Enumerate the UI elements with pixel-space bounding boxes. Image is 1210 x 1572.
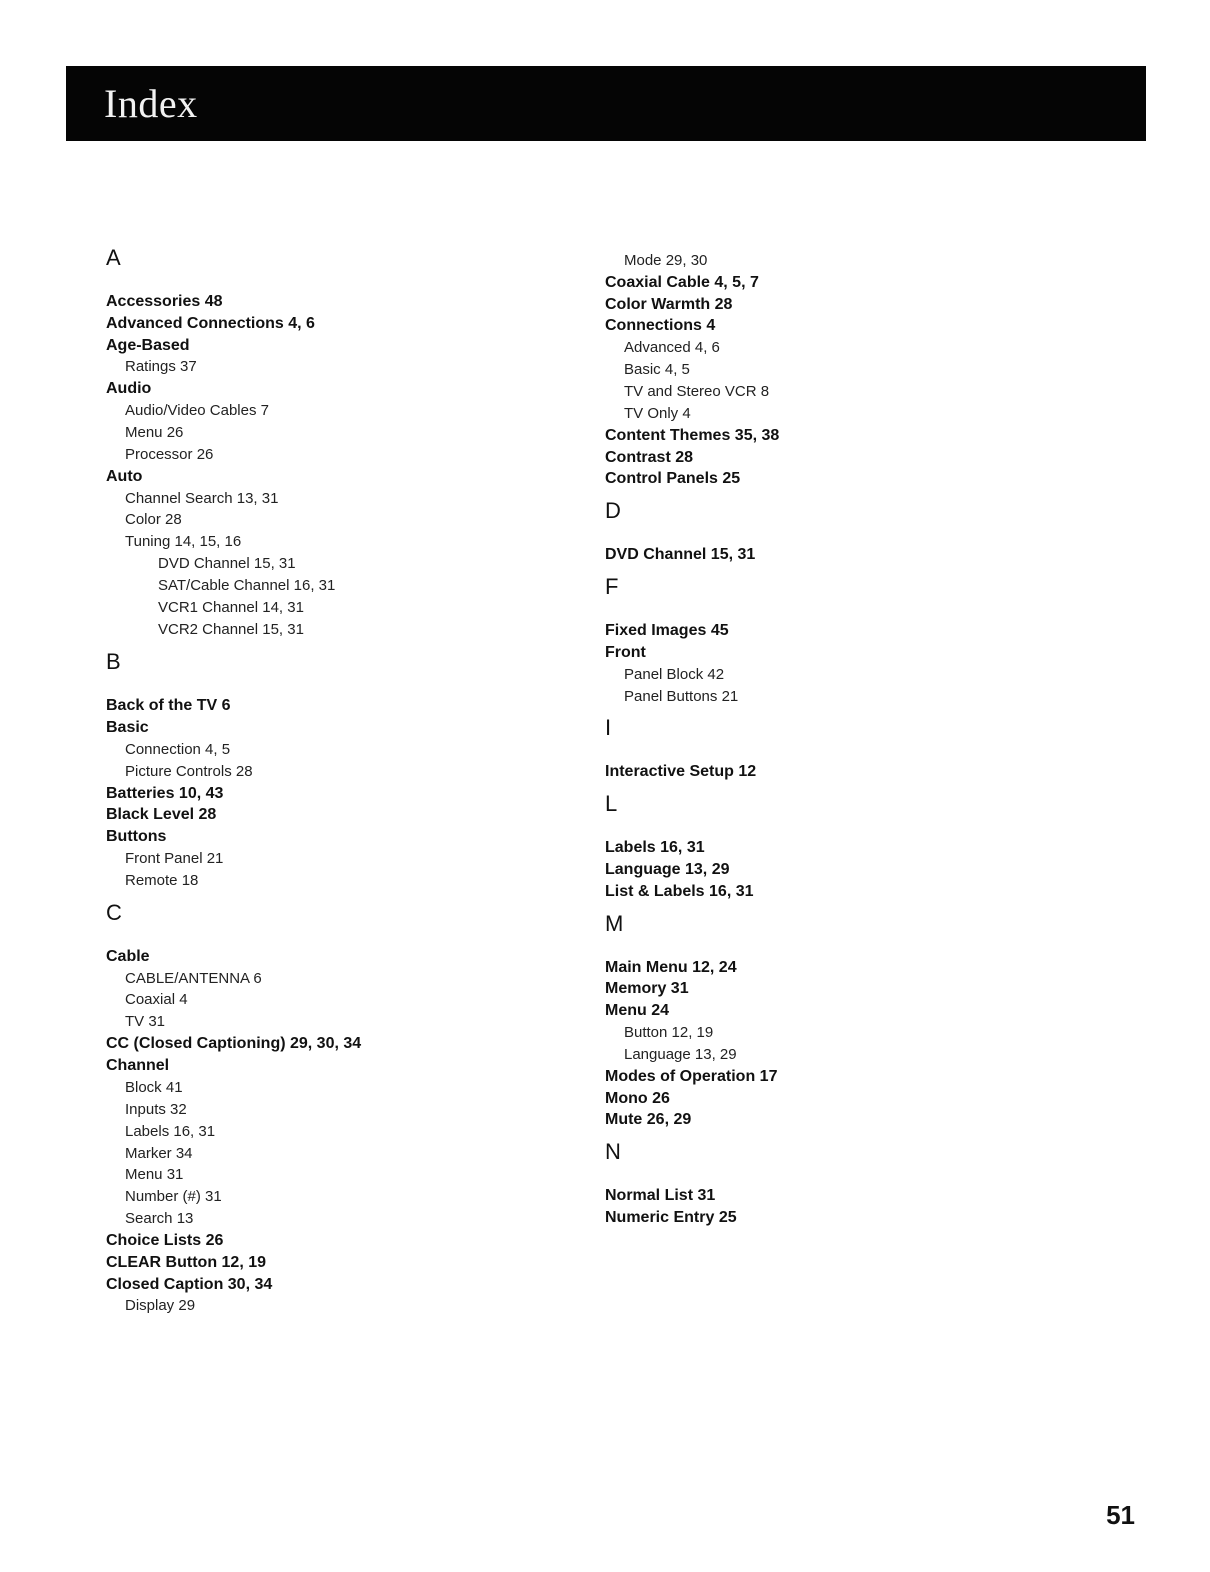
index-section: [605, 711, 1085, 783]
index-subentry: Button 12, 19: [624, 1023, 714, 1041]
index-subentry: Search 13: [125, 1210, 194, 1228]
index-section: [605, 570, 1085, 707]
index-subentry: Ratings 37: [125, 358, 197, 376]
index-subentry: TV and Stereo VCR 8: [624, 383, 770, 401]
index-entry: Mono 26: [605, 1089, 670, 1107]
header-bar: [66, 66, 1146, 141]
index-subentry: SAT/Cable Channel 16, 31: [158, 577, 336, 595]
index-entry: Audio: [106, 380, 152, 398]
index-subentry: Front Panel 21: [125, 849, 224, 867]
index-entry: Age-Based: [106, 336, 190, 354]
index-section: [605, 907, 1085, 1132]
index-entry: Front: [605, 643, 646, 661]
index-subentry: Color 28: [125, 511, 182, 529]
section-letter: F: [605, 574, 619, 600]
index-entry: Content Themes 35, 38: [605, 426, 780, 444]
index-subentry: CABLE/ANTENNA 6: [125, 969, 262, 987]
index-subentry: Block 41: [125, 1078, 183, 1096]
section-letter: N: [605, 1139, 621, 1165]
index-entry: Coaxial Cable 4, 5, 7: [605, 273, 759, 291]
index-subentry: Panel Block 42: [624, 665, 725, 683]
index-entry: Black Level 28: [106, 806, 217, 824]
index-subentry: Advanced 4, 6: [624, 339, 720, 357]
index-entry: Channel: [106, 1057, 170, 1075]
index-entry: Menu 24: [605, 1002, 670, 1020]
index-entry: Batteries 10, 43: [106, 784, 224, 802]
index-entry: Closed Caption 30, 34: [106, 1275, 273, 1293]
section-letter: A: [106, 245, 121, 270]
index-entry: Main Menu 12, 24: [605, 958, 737, 976]
index-entry: Language 13, 29: [605, 861, 730, 878]
index-subentry: Tuning 14, 15, 16: [125, 533, 242, 551]
index-entry: Mute 26, 29: [605, 1111, 692, 1129]
section-letter: C: [106, 899, 122, 925]
index-entry: Numeric Entry 25: [605, 1208, 737, 1226]
index-subentry: VCR1 Channel 14, 31: [158, 599, 304, 617]
index-entry: Back of the TV 6: [106, 697, 231, 715]
index-entry: Auto: [106, 467, 143, 485]
index-subentry: VCR2 Channel 15, 31: [158, 621, 304, 639]
index-entry: Memory 31: [605, 980, 689, 998]
index-entry: Connections 4: [605, 317, 716, 335]
index-entry: Basic: [106, 719, 149, 737]
section-letter: I: [605, 715, 612, 741]
index-subentry: Number (#) 31: [125, 1188, 222, 1206]
index-entry: Choice Lists 26: [106, 1232, 224, 1250]
index-subentry: Menu 26: [125, 423, 184, 441]
index-entry: Accessories 48: [106, 293, 223, 310]
index-subentry: Marker 34: [125, 1144, 193, 1162]
index-entry: Control Panels 25: [605, 470, 741, 488]
index-subentry: Channel Search 13, 31: [125, 489, 279, 507]
index-entry: Interactive Setup 12: [605, 763, 757, 781]
index-subentry: Language 13, 29: [624, 1045, 737, 1063]
index-subentry: Inputs 32: [125, 1100, 187, 1118]
section-letter: B: [106, 649, 121, 675]
index-entry: List & Labels 16, 31: [605, 882, 754, 900]
index-entry: Modes of Operation 17: [605, 1067, 778, 1085]
index-subentry: Coaxial 4: [125, 991, 188, 1009]
index-section: [106, 896, 586, 1318]
index-subentry: Processor 26: [125, 445, 214, 463]
page-number: 51: [1106, 1500, 1135, 1530]
index-subentry: TV 31: [125, 1013, 166, 1031]
index-entry: CLEAR Button 12, 19: [106, 1253, 267, 1271]
index-section: [605, 1135, 1085, 1229]
index-column-right: [605, 250, 1085, 1229]
index-subentry: DVD Channel 15, 31: [158, 555, 296, 573]
index-section: [605, 494, 1085, 566]
index-entry: DVD Channel 15, 31: [605, 546, 756, 564]
section-letter: L: [605, 791, 618, 817]
section-letter: M: [605, 910, 624, 936]
index-subentry: Audio/Video Cables 7: [125, 402, 269, 420]
index-section: [605, 250, 1085, 490]
index-subentry: Labels 16, 31: [125, 1122, 216, 1140]
index-entry: CC (Closed Captioning) 29, 30, 34: [106, 1035, 362, 1053]
section-letter: D: [605, 498, 621, 524]
index-column-left: [106, 241, 586, 1317]
index-entry: Cable: [106, 947, 150, 965]
index-subentry: Remote 18: [125, 871, 199, 889]
index-subentry: TV Only 4: [624, 404, 691, 422]
index-entry: Buttons: [106, 828, 167, 846]
index-section: [605, 787, 1085, 902]
index-subentry: Mode 29, 30: [624, 252, 708, 269]
index-subentry: Basic 4, 5: [624, 361, 690, 379]
index-entry: Normal List 31: [605, 1187, 716, 1205]
index-entry: Contrast 28: [605, 448, 694, 466]
index-subentry: Menu 31: [125, 1166, 184, 1184]
index-subentry: Display 29: [125, 1297, 196, 1315]
index-section: [106, 241, 586, 641]
index-subentry: Connection 4, 5: [125, 740, 231, 758]
index-entry: Advanced Connections 4, 6: [106, 314, 315, 332]
index-entry: Fixed Images 45: [605, 622, 729, 640]
index-entry: Labels 16, 31: [605, 839, 705, 857]
index-subentry: Panel Buttons 21: [624, 687, 739, 705]
page-title: Index: [104, 81, 198, 126]
index-entry: Color Warmth 28: [605, 295, 733, 313]
index-subentry: Picture Controls 28: [125, 762, 253, 780]
index-section: [106, 645, 586, 892]
